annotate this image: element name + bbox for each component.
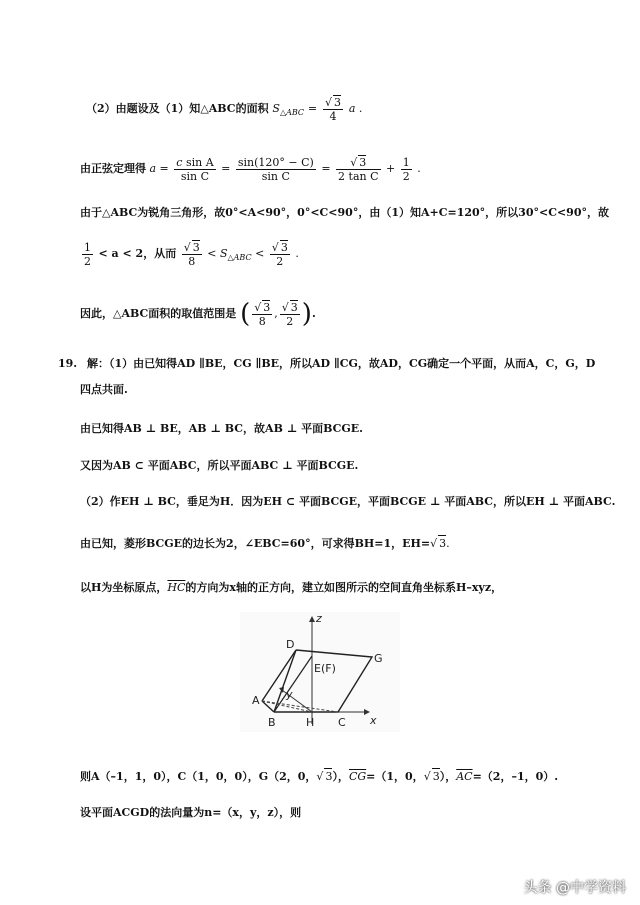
text: 解：（1）由已知得AD ∥BE，CG ∥BE，所以AD ∥CG，故AD，CG确定一个平面，从而A，C，G，D xyxy=(86,357,596,370)
sqrt-sign xyxy=(424,770,431,783)
label-h: H xyxy=(306,716,315,729)
plus: + xyxy=(386,162,396,175)
watermark: 头条 @中学资料 xyxy=(523,880,626,896)
a-eq: a = xyxy=(149,162,169,175)
sqrt-value: 3 xyxy=(325,770,333,783)
text: 四点共面. xyxy=(80,383,128,396)
label-g: G xyxy=(374,652,383,665)
eq: = xyxy=(307,102,318,115)
fraction: $\frac{\text{c sin A}}{\text{sin C}}$ xyxy=(176,155,214,183)
label-c: C xyxy=(338,716,346,729)
text: 又因为AB ⊂ 平面ABC，所以平面ABC ⊥ 平面BCGE. xyxy=(80,459,359,472)
s-symbol: $S_{\triangle ABC}$ xyxy=(272,102,305,117)
fraction: √ $\frac{3}{8}$ xyxy=(182,240,202,268)
vector-ac: $\overline{AC}$ xyxy=(456,770,473,783)
label-z: z xyxy=(316,612,322,625)
sqrt-sign xyxy=(316,770,323,783)
problem-number: 19. xyxy=(58,357,78,370)
text: 由于 xyxy=(80,206,102,219)
a-var: a . xyxy=(348,102,363,115)
fraction: √ $\frac{3}{2}$ xyxy=(280,300,300,328)
period: . xyxy=(311,307,316,320)
perp-line xyxy=(80,421,363,437)
text: 由已知，菱形BCGE的边长为2，∠EBC=60°，可求得BH=1，EH= xyxy=(80,537,431,550)
part2-line xyxy=(80,494,615,510)
vector-cg: $\overline{CG}$ xyxy=(348,770,367,783)
period: . xyxy=(446,537,450,550)
acute-line xyxy=(80,205,609,221)
period: . xyxy=(295,247,299,260)
text: 则A（–1，1，0），C（1，0，0），G（2，0， xyxy=(80,770,317,783)
period: . xyxy=(417,162,421,175)
comma: , xyxy=(274,307,278,320)
fraction: √ $\frac{3}{8}$ xyxy=(252,300,272,328)
lt: < xyxy=(207,247,217,260)
text: △ABC的面积 xyxy=(200,102,269,115)
sqrt-sign xyxy=(430,537,437,550)
label-y: y xyxy=(286,688,293,701)
eq: = xyxy=(321,162,331,175)
label-b: B xyxy=(268,716,276,729)
rhombus-line xyxy=(80,535,450,552)
label-a: A xyxy=(252,694,260,707)
coplanar-line xyxy=(80,382,128,398)
fraction: √ $\frac{3}{2}$ xyxy=(270,240,290,268)
text: （2）作EH ⊥ BC，垂足为H．因为EH ⊂ 平面BCGE，平面BCGE ⊥ 平面ABC，所以EH ⊥ 平面ABC. xyxy=(80,495,616,508)
fraction: √ $\frac{3}{4}$ xyxy=(323,95,343,123)
text: 设平面ACGD的法向量为n=（x，y，z），则 xyxy=(80,806,302,819)
text: 由已知得AB ⊥ BE，AB ⊥ BC，故AB ⊥ 平面BCGE. xyxy=(80,422,363,435)
text: （2）由题设及（1）知 xyxy=(86,102,201,115)
conclusion-line xyxy=(80,300,316,328)
s-symbol: $S_{\triangle ABC}$ xyxy=(219,247,252,262)
paren: ) xyxy=(301,299,312,329)
sine-law-line xyxy=(80,155,421,183)
normal-vector-line xyxy=(80,805,301,821)
text: 以H为坐标原点， xyxy=(80,581,168,594)
text: < a < 2，从而 xyxy=(98,247,177,260)
lt: < xyxy=(255,247,265,260)
label-x: x xyxy=(370,714,377,727)
text: 因此， xyxy=(80,307,113,320)
problem-19-line xyxy=(58,356,595,372)
text: △ABC面积的取值范围是 xyxy=(113,307,237,320)
text: =（1，0， xyxy=(366,770,424,783)
geometry-figure xyxy=(240,612,400,732)
range-line xyxy=(80,240,299,268)
sqrt-value: 3 xyxy=(439,537,447,550)
coordinate-system-line xyxy=(80,580,502,596)
coordinates-line xyxy=(80,768,558,785)
eq: = xyxy=(221,162,231,175)
vector-hc: $\overline{HC}$ xyxy=(167,581,186,594)
sqrt-value: 3 xyxy=(432,770,440,783)
paren: ( xyxy=(240,299,251,329)
label-ef: E(F) xyxy=(314,662,336,675)
text: ）， xyxy=(332,770,349,783)
text: △ABC为锐角三角形，故0°<A<90°，0°<C<90°，由（1）知A+C=120°，所以30°<C<90°，故 xyxy=(102,206,609,219)
fraction: $\frac{\sin(120^\circ - C)}{\text{sin C}}$ xyxy=(237,155,314,183)
fraction: $\frac{1}{2}$ xyxy=(84,240,91,268)
fraction: √ $\frac{3}{\text{2 tan C}}$ xyxy=(336,155,380,183)
fraction: $\frac{1}{2}$ xyxy=(402,155,410,183)
text: 的方向为x轴的正方向，建立如图所示的空间直角坐标系H–xyz， xyxy=(185,581,503,594)
text: 由正弦定理得 xyxy=(80,162,146,175)
text: =（2，–1，0）. xyxy=(472,770,559,783)
area-line xyxy=(86,95,362,123)
plane-perp-line xyxy=(80,458,358,474)
label-d: D xyxy=(286,638,295,651)
text: ）， xyxy=(439,770,457,783)
